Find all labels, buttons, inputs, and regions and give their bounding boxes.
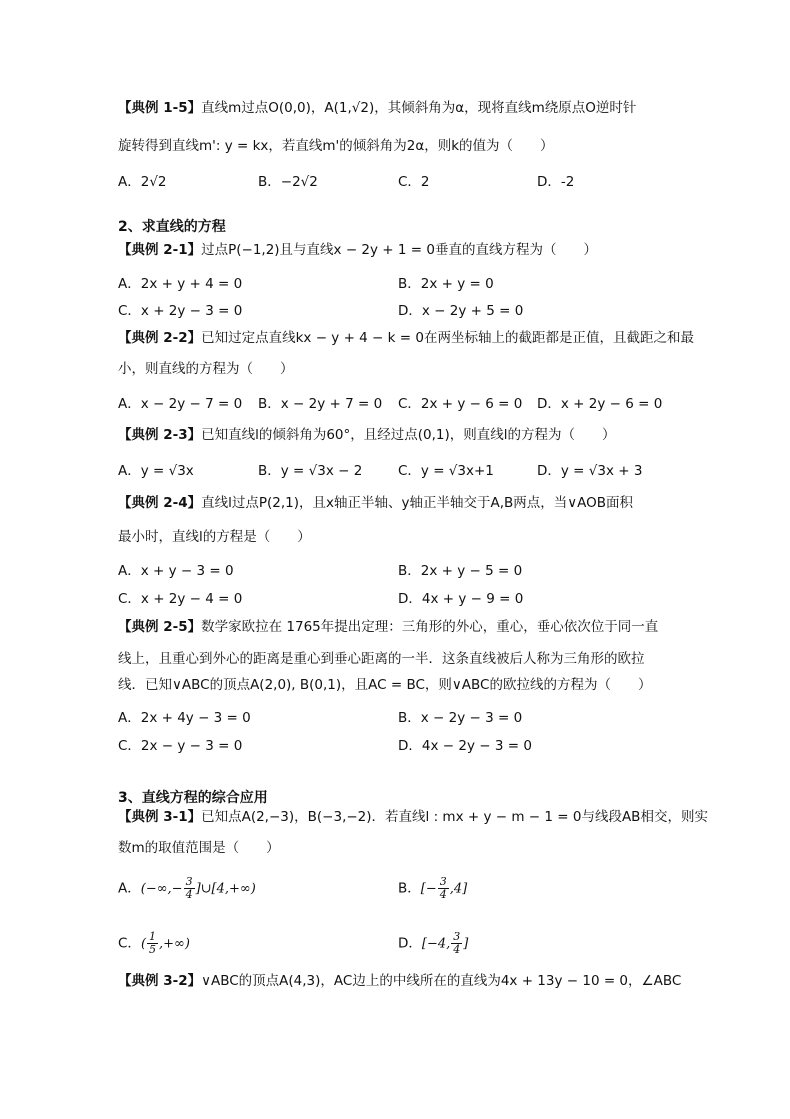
fraction-numerator: 3: [453, 930, 461, 943]
example-3-1-line-1: [118, 807, 708, 827]
fraction-denominator: 5: [149, 943, 157, 956]
option-b: B．2x + y − 5 = 0: [398, 563, 523, 579]
example-tag: 【典例 1-5】: [118, 100, 202, 116]
option-c: C．2x − y − 3 = 0: [118, 738, 243, 754]
fraction: [451, 931, 462, 956]
option-b: B．−2√2: [258, 174, 318, 190]
example-3-1-line-2: 数m的取值范围是（ ）: [118, 840, 280, 856]
example-2-1: [118, 240, 678, 260]
option-a: A．x − 2y − 7 = 0: [118, 396, 243, 412]
example-1-5-line-1: [118, 98, 678, 118]
option-a: A．2x + 4y − 3 = 0: [118, 710, 251, 726]
example-text: ∨ABC的顶点A(4,3)，AC边上的中线所在的直线为4x + 13y − 10 = 0，∠ABC: [201, 973, 682, 989]
option-expr: ]∪[4,+∞): [195, 881, 256, 897]
section-heading: 2、求直线的方程: [118, 219, 226, 235]
fraction-denominator: 4: [439, 888, 447, 901]
fraction: [147, 931, 158, 956]
option-a: A．y = √3x: [118, 463, 194, 479]
example-2-3: [118, 425, 678, 445]
example-2-5-line-2: 线上，且重心到外心的距离是重心到垂心距离的一半．这条直线被后人称为三角形的欧拉: [118, 651, 645, 667]
option-expr: (−∞,−: [140, 881, 183, 897]
fraction-denominator: 4: [185, 888, 193, 901]
option-c: [118, 931, 190, 956]
fraction-numerator: 1: [149, 930, 157, 943]
example-2-5-line-1: [118, 617, 678, 637]
example-1-5-line-2: 旋转得到直线m': y = kx，若直线m'的倾斜角为2α，则k的值为（ ）: [118, 138, 554, 154]
example-text: 已知点A(2,−3)，B(−3,−2)．若直线l : mx + y − m − 1 = 0与线段AB相交，则实: [201, 809, 708, 825]
example-text: 直线l过点P(2,1)，且x轴正半轴、y轴正半轴交于A,B两点，当∨AOB面积: [201, 495, 634, 511]
option-d: D．4x − 2y − 3 = 0: [398, 738, 532, 754]
example-text: 已知直线l的倾斜角为60°，且经过点(0,1)，则直线l的方程为（ ）: [201, 427, 616, 443]
option-a: A．2x + y + 4 = 0: [118, 276, 243, 292]
option-label: B．: [398, 880, 421, 897]
example-text: 直线m过点O(0,0)，A(1,√2)，其倾斜角为α，现将直线m绕原点O逆时针: [201, 100, 637, 116]
option-expr: ]: [463, 936, 469, 952]
example-tag: 【典例 3-1】: [118, 809, 202, 825]
option-d: D．4x + y − 9 = 0: [398, 591, 524, 607]
option-d: [398, 931, 468, 956]
option-label: A．: [118, 880, 141, 897]
example-tag: 【典例 2-1】: [118, 242, 202, 258]
option-d: D．-2: [537, 174, 575, 190]
example-text: 数学家欧拉在 1765年提出定理：三角形的外心，重心，垂心依次位于同一直: [201, 619, 659, 635]
option-b: B．x − 2y − 3 = 0: [398, 710, 523, 726]
option-c: C．x + 2y − 4 = 0: [118, 591, 243, 607]
fraction: [438, 876, 449, 901]
example-tag: 【典例 2-2】: [118, 330, 202, 346]
example-text: 已知过定点直线kx − y + 4 − k = 0在两坐标轴上的截距都是正值，且截距之和最: [201, 330, 694, 346]
example-tag: 【典例 2-4】: [118, 495, 202, 511]
fraction: [184, 876, 195, 901]
option-c: C．x + 2y − 3 = 0: [118, 303, 243, 319]
option-a: [118, 876, 256, 901]
example-tag: 【典例 2-5】: [118, 619, 202, 635]
option-expr: ,4]: [449, 881, 468, 897]
example-2-2-line-2: 小，则直线的方程为（ ）: [118, 361, 294, 377]
option-label: D．: [398, 935, 422, 952]
option-a: A．x + y − 3 = 0: [118, 563, 234, 579]
option-b: B．x − 2y + 7 = 0: [258, 396, 383, 412]
fraction-numerator: 3: [439, 875, 447, 888]
example-tag: 【典例 2-3】: [118, 427, 202, 443]
example-text: 过点P(−1,2)且与直线x − 2y + 1 = 0垂直的直线方程为（ ）: [201, 242, 597, 258]
fraction-denominator: 4: [453, 943, 461, 956]
option-c: C．2: [398, 174, 430, 190]
example-2-5-line-3: 线．已知∨ABC的顶点A(2,0), B(0,1)，且AC = BC，则∨ABC的欧拉线的方程为（ ）: [118, 677, 652, 693]
option-expr: (: [140, 936, 147, 952]
example-2-4-line-1: [118, 493, 678, 513]
option-expr: ,+∞): [159, 936, 190, 952]
option-b: B．y = √3x − 2: [258, 463, 363, 479]
example-tag: 【典例 3-2】: [118, 973, 202, 989]
option-a: A．2√2: [118, 174, 167, 190]
fraction-numerator: 3: [185, 875, 193, 888]
example-2-4-line-2: 最小时，直线l的方程是（ ）: [118, 529, 311, 545]
option-d: D．x − 2y + 5 = 0: [398, 303, 524, 319]
section-heading: 3、直线方程的综合应用: [118, 790, 268, 806]
option-d: D．x + 2y − 6 = 0: [537, 396, 663, 412]
option-b: [398, 876, 467, 901]
option-b: B．2x + y = 0: [398, 276, 494, 292]
example-2-2-line-1: [118, 328, 694, 348]
option-c: C．y = √3x+1: [398, 463, 494, 479]
option-expr: [−4,: [421, 936, 451, 952]
option-label: C．: [118, 935, 141, 952]
example-3-2: [118, 971, 682, 991]
option-c: C．2x + y − 6 = 0: [398, 396, 523, 412]
option-d: D．y = √3x + 3: [537, 463, 643, 479]
option-expr: [−: [420, 881, 437, 897]
